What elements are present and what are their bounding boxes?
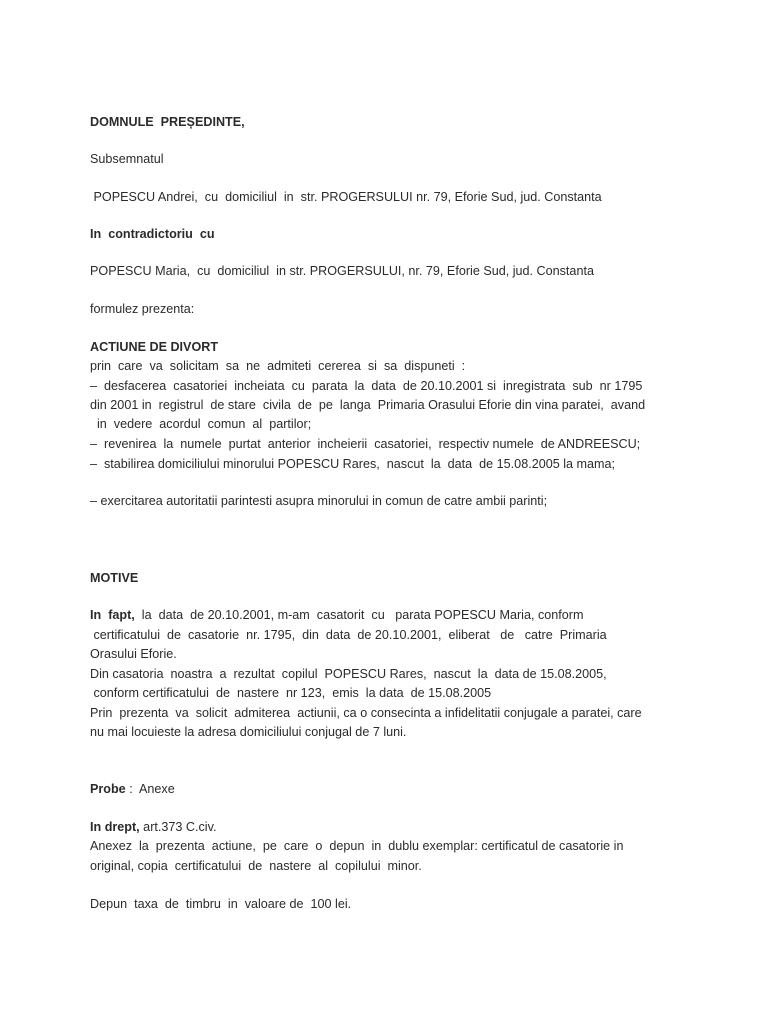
subsemnatul-line: Subsemnatul bbox=[90, 152, 164, 166]
in-fapt-label: In fapt, bbox=[90, 608, 135, 622]
motive-line: Din casatoria noastra a rezultat copilul POPESCU Rares, nascut la data de 15.08.2005, bbox=[90, 667, 607, 681]
anexez-line: original, copia certificatului de nastere al copilului minor. bbox=[90, 859, 422, 873]
probe-label: Probe bbox=[90, 782, 126, 796]
in-drept-label: In drept, bbox=[90, 820, 140, 834]
motive-line: Prin prezenta va solicit admiterea actiunii, ca o consecinta a infidelitatii conjugale a paratei, care bbox=[90, 706, 642, 720]
actiune-line: – revenirea la numele purtat anterior incheierii casatoriei, respectiv numele de ANDREESCU; bbox=[90, 437, 641, 451]
exercitarea-line: – exercitarea autoritatii parintesti asupra minorului in comun de catre ambii parinti; bbox=[90, 494, 548, 508]
actiune-title: ACTIUNE DE DIVORT bbox=[90, 340, 219, 354]
actiune-line: – stabilirea domiciliului minorului POPESCU Rares, nascut la data de 15.08.2005 la mama; bbox=[90, 457, 615, 471]
probe-value: : Anexe bbox=[125, 782, 175, 796]
actiune-line: din 2001 in registrul de stare civila de pe langa Primaria Orasului Eforie din vina paratei, avand bbox=[90, 398, 646, 412]
anexez-line: Anexez la prezenta actiune, pe care o depun in dublu exemplar: certificatul de casatorie in bbox=[90, 839, 624, 853]
contradictoriu-line: In contradictoriu cu bbox=[90, 227, 215, 241]
motive-line: certificatului de casatorie nr. 1795, din data de 20.10.2001, eliberat de catre Primaria bbox=[90, 628, 607, 642]
actiune-line: – desfacerea casatoriei incheiata cu parata la data de 20.10.2001 si inregistrata sub nr 1795 bbox=[90, 379, 643, 393]
motive-line: Orasului Eforie. bbox=[90, 647, 177, 661]
in-drept-value: art.373 C.civ. bbox=[139, 820, 217, 834]
motive-line-first bbox=[90, 607, 583, 623]
motive-title: MOTIVE bbox=[90, 571, 139, 585]
motive-line: nu mai locuieste la adresa domiciliului conjugal de 7 luni. bbox=[90, 725, 407, 739]
motive-text: la data de 20.10.2001, m-am casatorit cu parata POPESCU Maria, conform bbox=[134, 608, 584, 622]
taxa-line: Depun taxa de timbru in valoare de 100 lei. bbox=[90, 897, 352, 911]
parat-line: POPESCU Maria, cu domiciliul in str. PROGERSULUI, nr. 79, Eforie Sud, jud. Constanta bbox=[90, 264, 594, 278]
formulez-line: formulez prezenta: bbox=[90, 302, 195, 316]
salutation: DOMNULE PREȘEDINTE, bbox=[90, 115, 245, 129]
motive-line: conform certificatului de nastere nr 123, emis la data de 15.08.2005 bbox=[90, 686, 492, 700]
actiune-line: prin care va solicitam sa ne admiteti cererea si sa dispuneti : bbox=[90, 359, 466, 373]
in-drept-line bbox=[90, 819, 216, 835]
reclamant-line: POPESCU Andrei, cu domiciliul in str. PROGERSULUI nr. 79, Eforie Sud, jud. Constanta bbox=[90, 190, 602, 204]
probe-line bbox=[90, 781, 175, 797]
actiune-line: in vedere acordul comun al partilor; bbox=[90, 417, 312, 431]
